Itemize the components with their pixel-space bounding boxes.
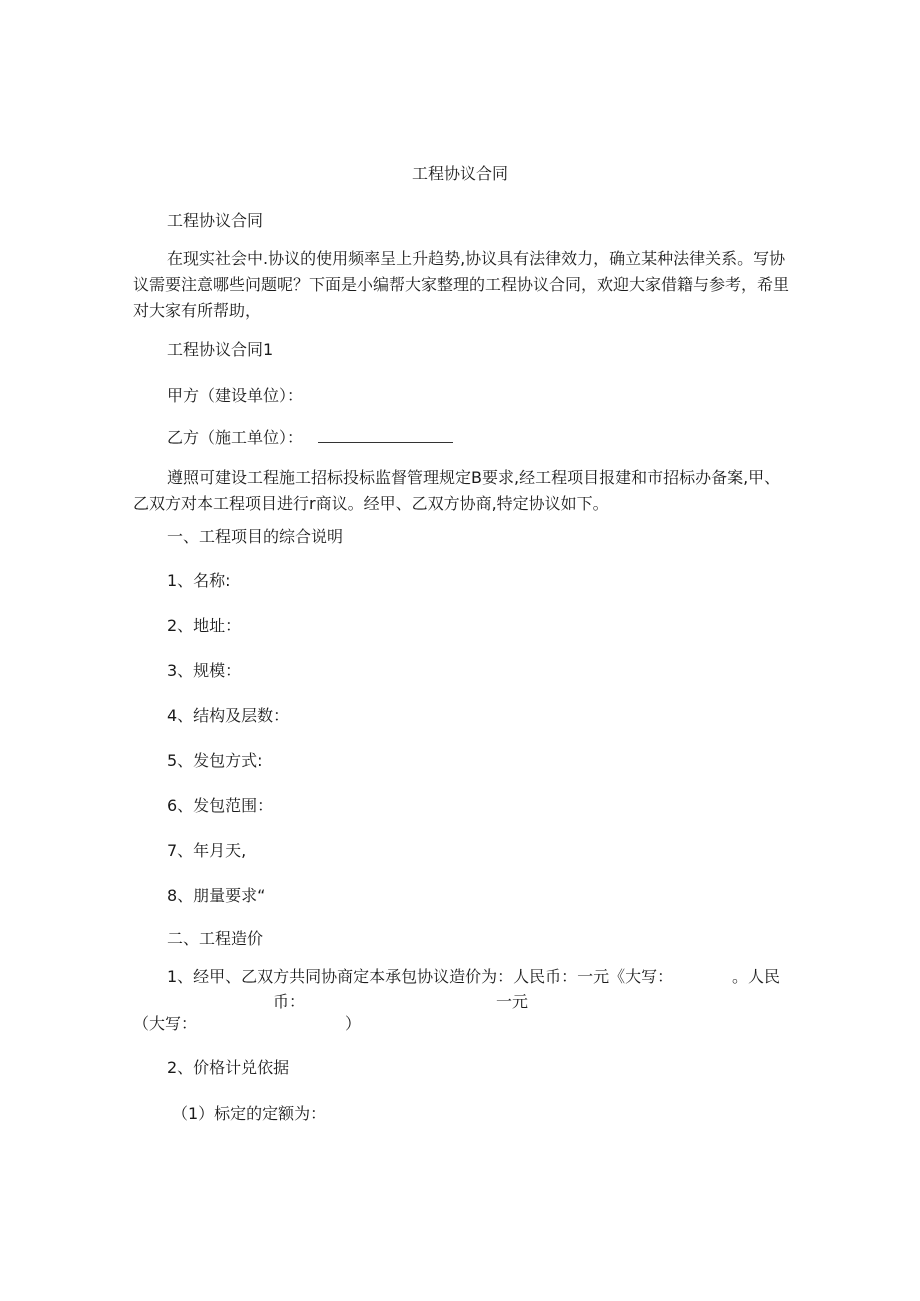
daxie-close: ） — [345, 1014, 362, 1033]
part1-item-6: 6、发包范围： — [167, 796, 274, 815]
part1-item-5: 5、发包方式: — [167, 751, 263, 770]
party-b-blank — [318, 427, 453, 443]
part1-item-8: 8、朋量要求“ — [167, 886, 266, 905]
currency-label: 币： — [273, 992, 306, 1011]
daxie-open: （大写： — [133, 1014, 198, 1033]
yuan-label: 一元 — [496, 992, 529, 1011]
section-heading: 工程协议合同1 — [167, 340, 274, 359]
intro-paragraph — [133, 246, 793, 324]
basis-text: 遵照可建设工程施工招标投标监督管理规定B要求,经工程项目报建和市招标办备案,甲、乙双方对本工程项目进行r商议。经甲、乙双方协商,特定协议如下。 — [133, 468, 781, 513]
part1-item-7: 7、年月天, — [167, 841, 247, 860]
document-subtitle: 工程协议合同 — [167, 211, 264, 230]
part1-item-3: 3、规模： — [167, 661, 242, 680]
party-a-label: 甲方（建设单位）： — [167, 386, 304, 405]
party-b-row — [167, 427, 453, 449]
price-tail: 。人民 — [732, 967, 781, 986]
document-title: 工程协议合同 — [411, 164, 508, 183]
basis-paragraph — [133, 465, 793, 517]
quota-subitem: （1）标定的定额为： — [172, 1104, 327, 1123]
intro-text: 在现实社会中.协议的使用频率呈上升趋势,协议具有法律效力，确立某种法律关系。写协议需要注意哪些问题呢？下面是小编帮大家整理的工程协议合同，欢迎大家借籍与参考，希里对大家有所帮助， — [133, 249, 790, 320]
part1-item-4: 4、结构及层数： — [167, 706, 290, 725]
part1-item-2: 2、地址： — [167, 616, 242, 635]
part1-item-1: 1、名称: — [167, 571, 231, 590]
part1-heading: 一、工程项目的综合说明 — [167, 527, 344, 546]
party-b-label: 乙方（施工单位）： — [167, 428, 304, 447]
price-basis-item: 2、价格计兑依据 — [167, 1058, 290, 1077]
part2-heading: 二、工程造价 — [167, 929, 264, 948]
price-line: 1、经甲、乙双方共同协商定本承包协议造价为：人民币：一元《大写： — [167, 967, 674, 986]
